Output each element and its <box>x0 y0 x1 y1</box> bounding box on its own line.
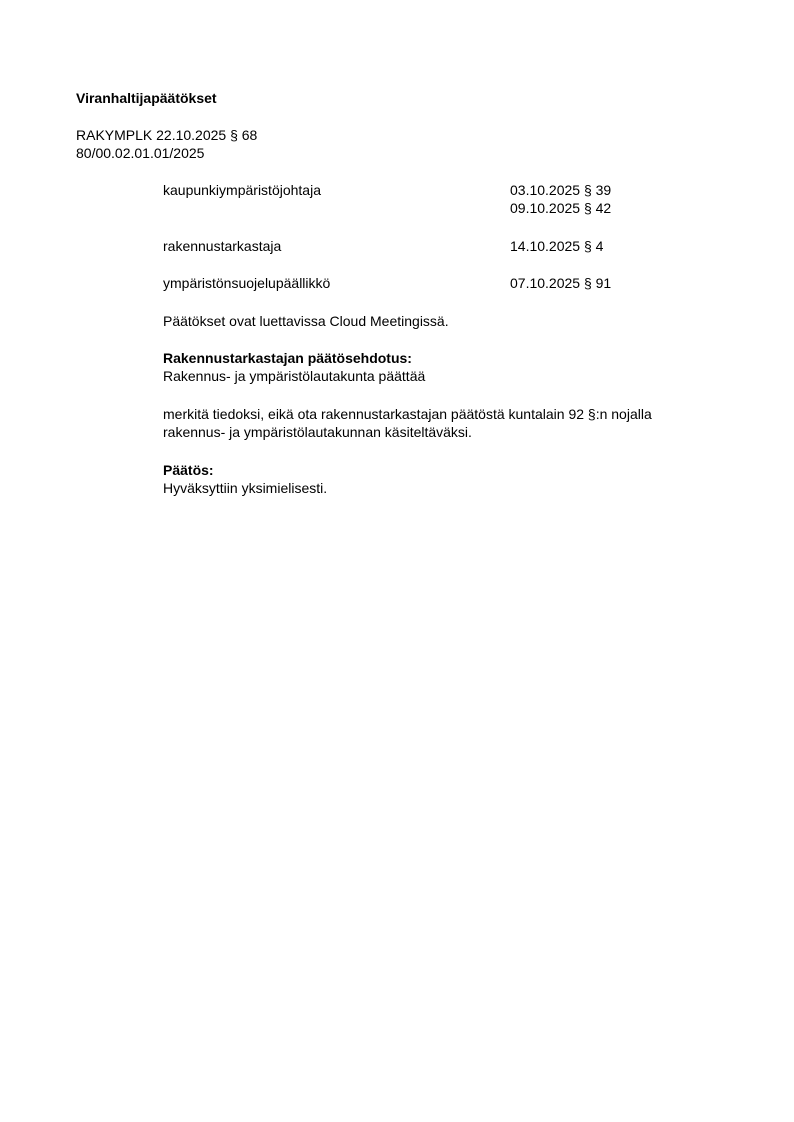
proposal-intro: Rakennus- ja ympäristölautakunta päättää <box>163 368 426 384</box>
decision-refs <box>510 237 603 255</box>
official-title: ympäristönsuojelupäällikkö <box>163 275 331 291</box>
decision-ref: 03.10.2025 § 39 <box>510 182 612 198</box>
decision-refs <box>510 274 611 292</box>
official-title: kaupunkiympäristöjohtaja <box>163 182 321 198</box>
proposal-section <box>163 349 703 385</box>
decision-row <box>163 237 703 255</box>
document-meta <box>76 126 257 162</box>
decision-section <box>163 461 703 497</box>
proposal-body-line: rakennus- ja ympäristölautakunnan käsiteltäväksi. <box>163 424 472 440</box>
decision-row <box>163 274 703 292</box>
proposal-heading: Rakennustarkastajan päätösehdotus: <box>163 350 412 366</box>
decision-ref: 14.10.2025 § 4 <box>510 238 604 254</box>
decision-ref: 09.10.2025 § 42 <box>510 200 612 216</box>
decision-refs <box>510 181 611 217</box>
decision-heading: Päätös: <box>163 462 214 478</box>
proposal-body-line: merkitä tiedoksi, eikä ota rakennustarkastajan päätöstä kuntalain 92 §:n nojalla <box>163 406 652 422</box>
case-id: 80/00.02.01.01/2025 <box>76 145 205 161</box>
decision-text: Hyväksyttiin yksimielisesti. <box>163 480 328 496</box>
availability-note: Päätökset ovat luettavissa Cloud Meetingissä. <box>163 313 449 329</box>
document-title: Viranhaltijapäätökset <box>76 90 217 106</box>
official-title: rakennustarkastaja <box>163 238 282 254</box>
decision-ref: 07.10.2025 § 91 <box>510 275 612 291</box>
meeting-reference: RAKYMPLK 22.10.2025 § 68 <box>76 127 258 143</box>
decision-row <box>163 181 703 217</box>
proposal-body <box>163 405 703 441</box>
